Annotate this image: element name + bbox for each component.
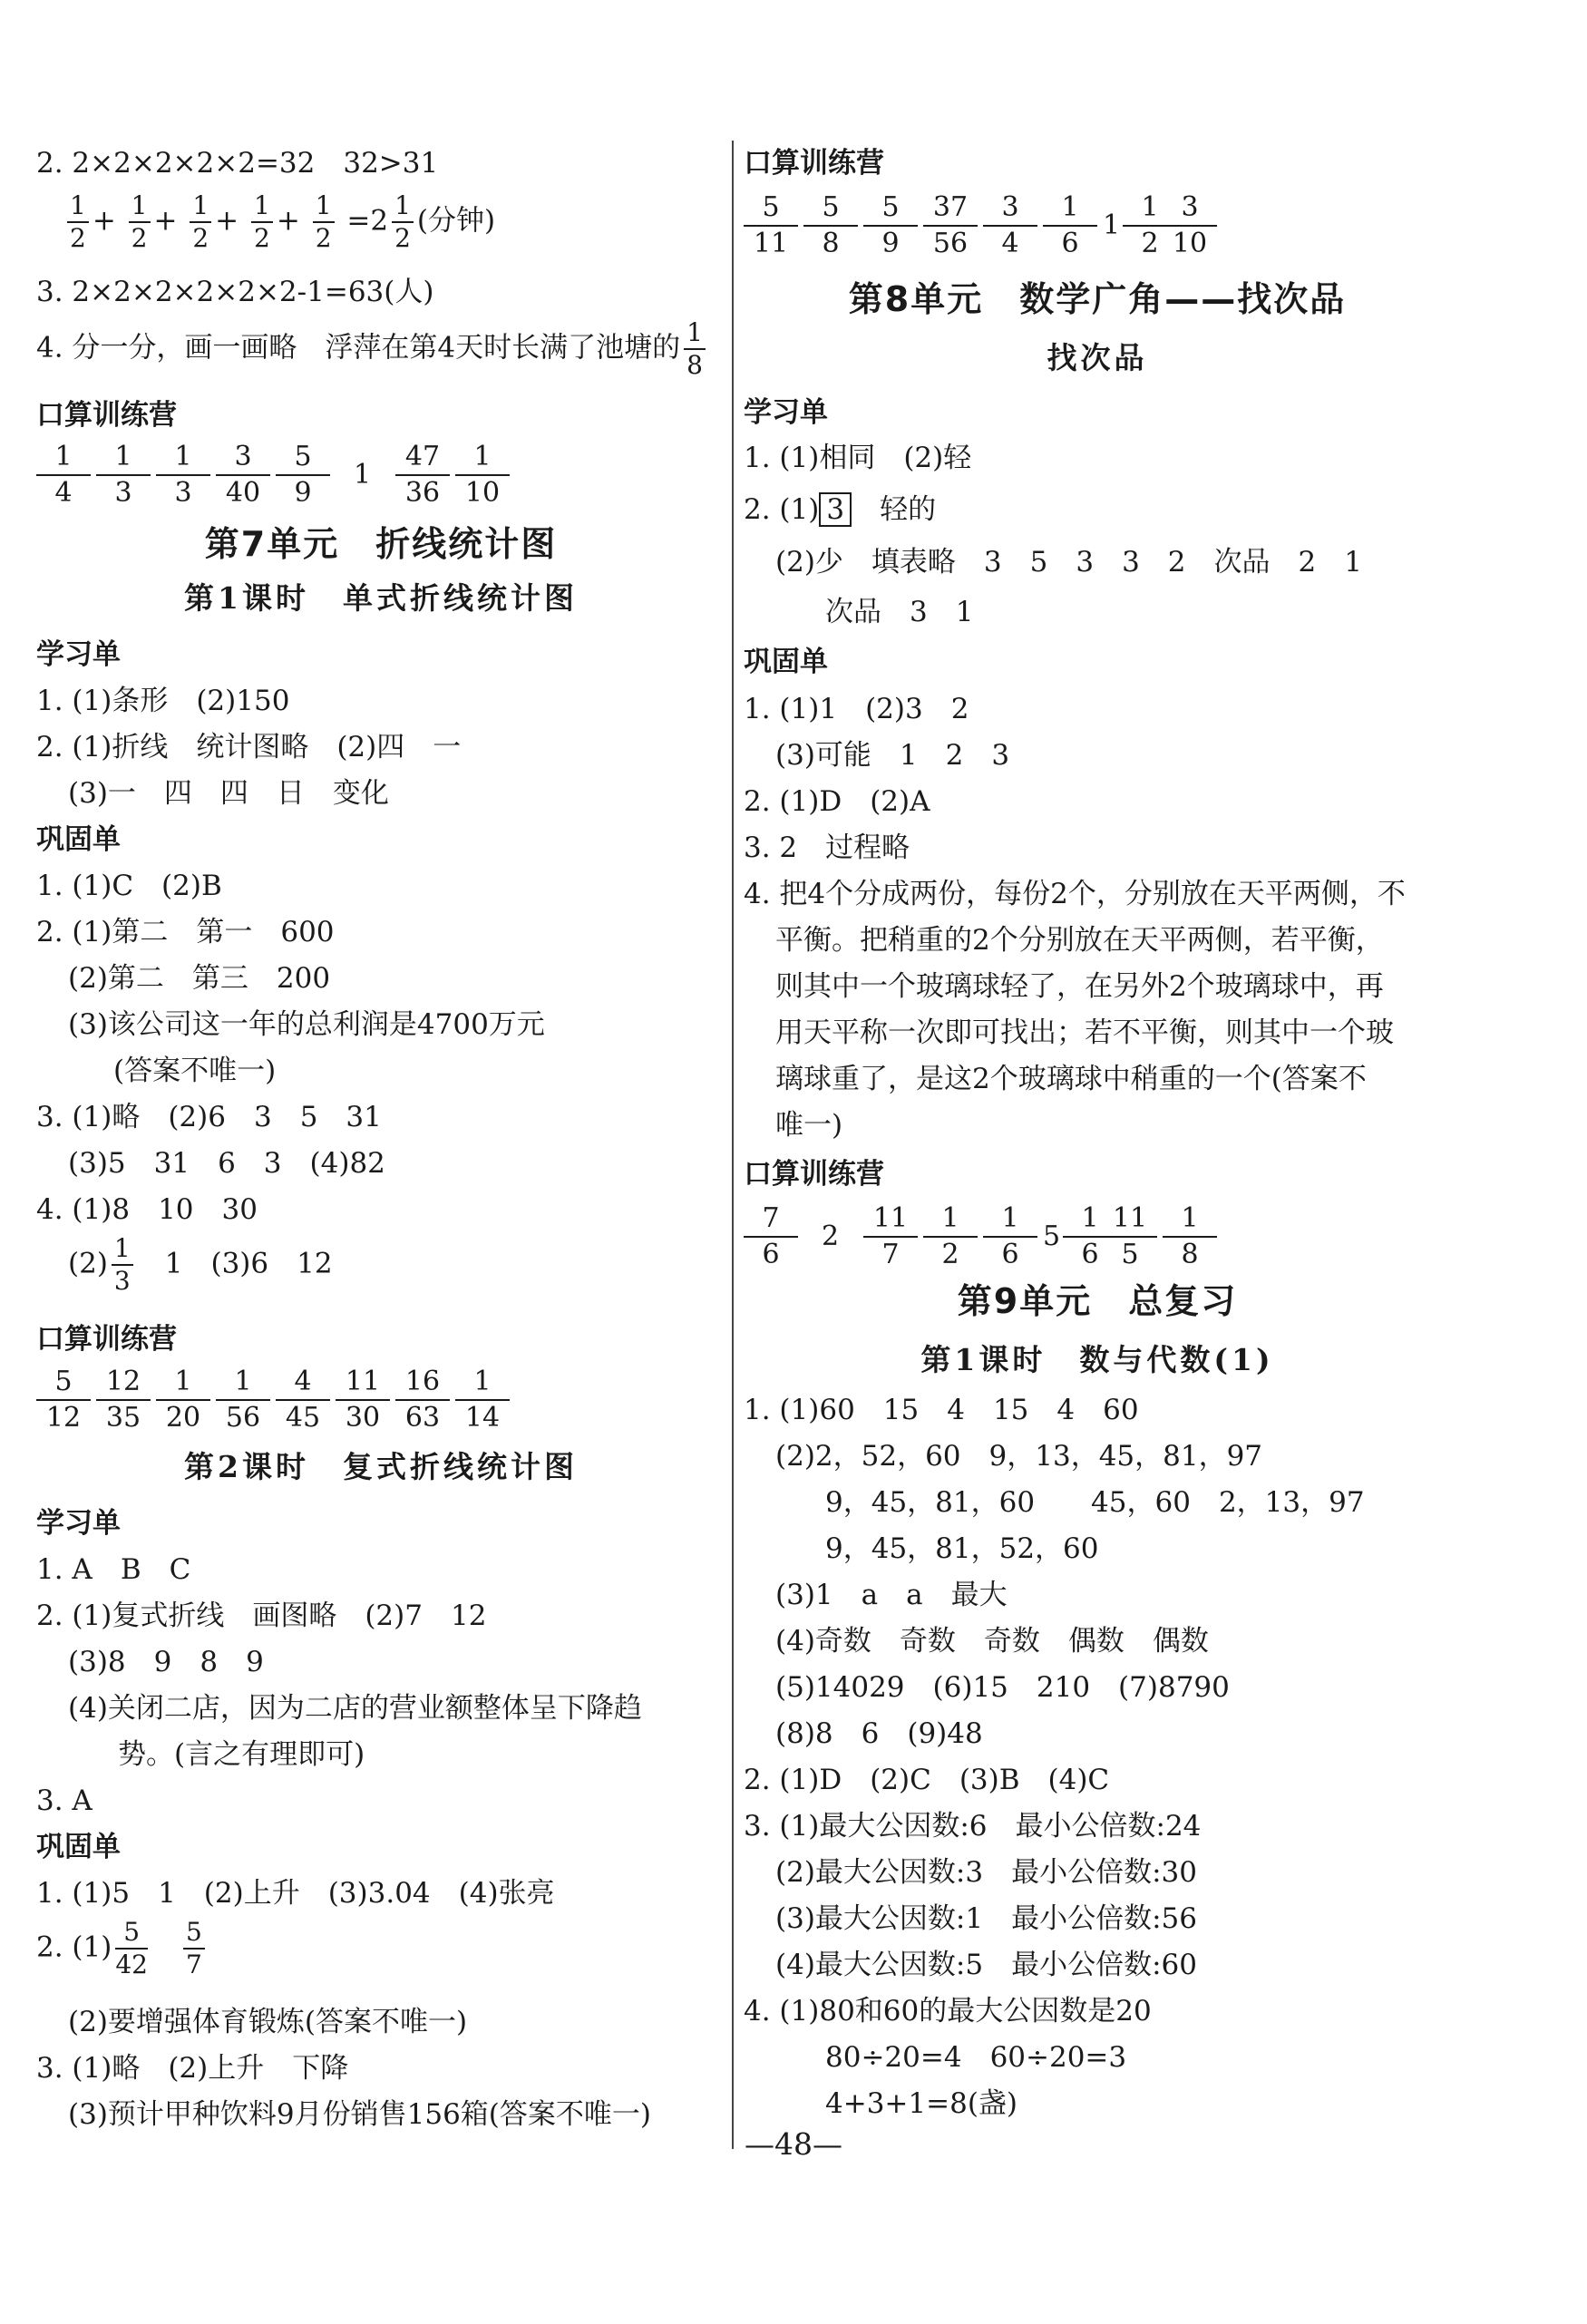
answer-line: 璃球重了，是这2个玻璃球中稍重的一个(答案不 <box>775 1063 1367 1095</box>
fraction: 1 3 <box>96 440 151 511</box>
answer-line: 9，45，81，60 45，60 2，13，97 <box>825 1486 1365 1519</box>
fraction: $\frac{1}{2}$ <box>251 190 273 254</box>
fraction: $\frac{5}{42}$ <box>115 1917 148 1979</box>
fraction: $\frac{1}{8}$ <box>684 317 706 381</box>
mixed-whole: 5 <box>1043 1220 1061 1252</box>
section-heading: 口算训练营 <box>36 1323 177 1356</box>
oral-fraction-row <box>744 190 1451 263</box>
fraction: 1 14 <box>455 1365 510 1435</box>
answer-line: 4. (1)8 10 30 <box>36 1193 258 1226</box>
fraction: $\frac{1}{2}$ <box>67 190 89 254</box>
answer-line: (答案不唯一) <box>113 1055 277 1087</box>
answer-line <box>36 317 709 390</box>
answer-line: 2. (1)复式折线 画图略 (2)7 12 <box>36 1600 487 1632</box>
answer-line: 1. (1)C (2)B <box>36 870 222 902</box>
fraction: 5 12 <box>36 1365 91 1435</box>
answer-line: 用天平称一次即可找出；若不平衡，则其中一个玻 <box>775 1016 1394 1049</box>
answer-line: 1. A B C <box>36 1553 191 1586</box>
answer-line: 2. (1) 3 轻的 <box>744 493 937 526</box>
fraction: 3 4 <box>983 190 1037 261</box>
fraction: 47 36 <box>395 440 450 511</box>
section-heading: 学习单 <box>36 1507 121 1540</box>
unit-title: 第9单元 总复习 <box>957 1281 1238 1321</box>
answer-line: 3. A <box>36 1784 92 1817</box>
section-heading: 巩固单 <box>36 823 121 856</box>
answer-line: 3. (1)最大公因数:6 最小公倍数:24 <box>744 1810 1202 1843</box>
fraction: 1 6 <box>1063 1201 1117 1272</box>
section-heading: 巩固单 <box>36 1831 121 1863</box>
answer-line: (3)该公司这一年的总利润是4700万元 <box>68 1008 545 1041</box>
section-heading: 学习单 <box>36 638 121 671</box>
answer-line: 3. 2×2×2×2×2×2-1=63(人) <box>36 276 434 308</box>
answer-line: (4)最大公因数:5 最小公倍数:60 <box>775 1949 1197 1981</box>
column-divider <box>732 141 734 2149</box>
fraction: 11 30 <box>336 1365 390 1435</box>
answer-line: 1. (1)1 (2)3 2 <box>744 693 969 725</box>
fraction: $\frac{1}{2}$ <box>129 190 151 254</box>
equals-text: =2 <box>346 204 389 238</box>
oral-fraction-row <box>36 440 725 512</box>
answer-line: 9，45，81，52，60 <box>825 1532 1099 1565</box>
answer-line: 3. (1)略 (2)6 3 5 31 <box>36 1101 382 1133</box>
fraction-sum-line: $\frac{1}{2}$ + $\frac{1}{2}$ + $\frac{1}{2}$ + $\frac{1}{2}$ + $\frac{1}{2}$ =2 $\frac{1}{2}$ (分钟) <box>63 190 495 263</box>
section-heading: 学习单 <box>744 396 828 429</box>
answer-line: 4. (1)80和60的最大公因数是20 <box>744 1995 1152 2027</box>
fraction: $\frac{1}{2}$ <box>190 190 211 254</box>
fraction: 37 56 <box>923 190 978 261</box>
answer-line: 2. (1)D (2)C (3)B (4)C <box>744 1764 1110 1796</box>
fraction: 1 3 <box>156 440 210 511</box>
answer-line: 2. (1) $\frac{5}{42}$ $\frac{5}{7}$ <box>36 1917 209 1989</box>
fraction: $\frac{1}{2}$ <box>392 190 414 254</box>
answer-line: (2)少 填表略 3 5 3 3 2 次品 2 1 <box>775 546 1362 579</box>
fraction: 12 35 <box>96 1365 151 1435</box>
whole-number: 2 <box>822 1220 840 1252</box>
answer-line: 2. (1)折线 统计图略 (2)四 一 <box>36 731 462 763</box>
answer-line: 次品 3 1 <box>825 596 974 628</box>
fraction: 5 9 <box>863 190 918 261</box>
fraction: 1 20 <box>156 1365 210 1435</box>
answer-line: 1. (1)相同 (2)轻 <box>744 442 972 474</box>
fraction: 1 6 <box>1043 190 1097 261</box>
answer-line: (3)5 31 6 3 (4)82 <box>68 1147 385 1180</box>
answer-line: (4)关闭二店，因为二店的营业额整体呈下降趋 <box>68 1692 642 1725</box>
answer-text: 4. 分一分，画一画略 浮萍在第4天时长满了池塘的 <box>36 331 681 365</box>
answer-line: (2) $\frac{1}{3}$ 1 (3)6 12 <box>68 1233 333 1296</box>
answer-line: (2)2，52，60 9，13，45，81，97 <box>775 1440 1263 1473</box>
section-heading: 口算训练营 <box>744 1158 884 1191</box>
answer-line: 4+3+1=8(盏) <box>825 2087 1018 2120</box>
answer-line: 80÷20=4 60÷20=3 <box>825 2041 1127 2074</box>
answer-line: (8)8 6 (9)48 <box>775 1717 983 1750</box>
fraction: 11 7 <box>863 1201 918 1272</box>
boxed-answer: 3 <box>819 492 852 527</box>
fraction: 16 63 <box>395 1365 450 1435</box>
answer-line: (3)最大公因数:1 最小公倍数:56 <box>775 1902 1197 1935</box>
answer-line: 平衡。把稍重的2个分别放在天平两侧，若平衡， <box>775 924 1384 957</box>
lesson-title: 第1课时 单式折线统计图 <box>184 580 578 616</box>
answer-line: (3)8 9 8 9 <box>68 1646 264 1678</box>
lesson-title: 找次品 <box>1047 340 1148 375</box>
answer-line: 2. 2×2×2×2×2=32 32>31 <box>36 147 439 180</box>
answer-line: 1. (1)60 15 4 15 4 60 <box>744 1394 1139 1426</box>
lesson-title: 第1课时 数与代数(1) <box>920 1342 1274 1377</box>
answer-line: (3)预计甲种饮料9月份销售156箱(答案不唯一) <box>68 2098 651 2131</box>
section-heading: 巩固单 <box>744 646 828 678</box>
fraction: 5 11 <box>744 190 798 261</box>
fraction: 1 56 <box>216 1365 270 1435</box>
fraction: 7 6 <box>744 1201 798 1272</box>
fraction: 1 6 <box>983 1201 1037 1272</box>
section-heading: 口算训练营 <box>36 399 177 432</box>
fraction: $\frac{1}{2}$ <box>313 190 335 254</box>
answer-line: (3)1 a a 最大 <box>775 1579 1008 1611</box>
lesson-title: 第2课时 复式折线统计图 <box>184 1449 578 1484</box>
answer-line: (2)要增强体育锻炼(答案不唯一) <box>68 2006 468 2038</box>
fraction: 3 40 <box>216 440 270 511</box>
answer-line: 2. (1)D (2)A <box>744 785 930 818</box>
unit-text: (分钟) <box>416 204 496 238</box>
answer-line: 2. (1)第二 第一 600 <box>36 916 335 948</box>
fraction: 5 8 <box>803 190 858 261</box>
answer-line: (5)14029 (6)15 210 (7)8790 <box>775 1671 1230 1704</box>
oral-fraction-row <box>744 1201 1451 1274</box>
answer-line: 则其中一个玻璃球轻了，在另外2个玻璃球中，再 <box>775 970 1384 1003</box>
fraction: 1 2 <box>1123 190 1177 261</box>
fraction: $\frac{1}{3}$ <box>112 1233 133 1297</box>
section-heading: 口算训练营 <box>744 147 884 180</box>
fraction: 1 10 <box>455 440 510 511</box>
answer-line: 势。(言之有理即可) <box>118 1738 365 1771</box>
oral-fraction-row <box>36 1365 725 1437</box>
answer-line: 3. (1)略 (2)上升 下降 <box>36 2052 349 2085</box>
mixed-whole: 1 <box>1103 209 1121 241</box>
fraction: 1 2 <box>923 1201 978 1272</box>
fraction: 1 8 <box>1163 1201 1217 1272</box>
fraction: 1 4 <box>36 440 91 511</box>
page-number: —48— <box>745 2126 842 2162</box>
answer-line: (2)第二 第三 200 <box>68 962 331 995</box>
fraction: 5 9 <box>276 440 330 511</box>
answer-line: 唯一) <box>775 1109 843 1142</box>
answer-line: 4. 把4个分成两份，每份2个，分别放在天平两侧，不 <box>744 878 1406 910</box>
answer-line: (3)一 四 四 日 变化 <box>68 777 389 810</box>
fraction: $\frac{5}{7}$ <box>183 1917 205 1980</box>
unit-title: 第8单元 数学广角——找次品 <box>848 279 1347 319</box>
answer-line: 1. (1)条形 (2)150 <box>36 685 290 717</box>
fraction: 11 5 <box>1103 1201 1157 1272</box>
answer-line: 3. 2 过程略 <box>744 831 910 864</box>
answer-line: (4)奇数 奇数 奇数 偶数 偶数 <box>775 1625 1209 1658</box>
fraction: 3 10 <box>1163 190 1217 261</box>
answer-line: 1. (1)5 1 (2)上升 (3)3.04 (4)张亮 <box>36 1877 555 1910</box>
answer-line: (2)最大公因数:3 最小公倍数:30 <box>775 1856 1197 1889</box>
whole-number: 1 <box>354 459 372 491</box>
fraction: 4 45 <box>276 1365 330 1435</box>
answer-line: (3)可能 1 2 3 <box>775 739 1010 772</box>
unit-title: 第7单元 折线统计图 <box>204 524 558 564</box>
